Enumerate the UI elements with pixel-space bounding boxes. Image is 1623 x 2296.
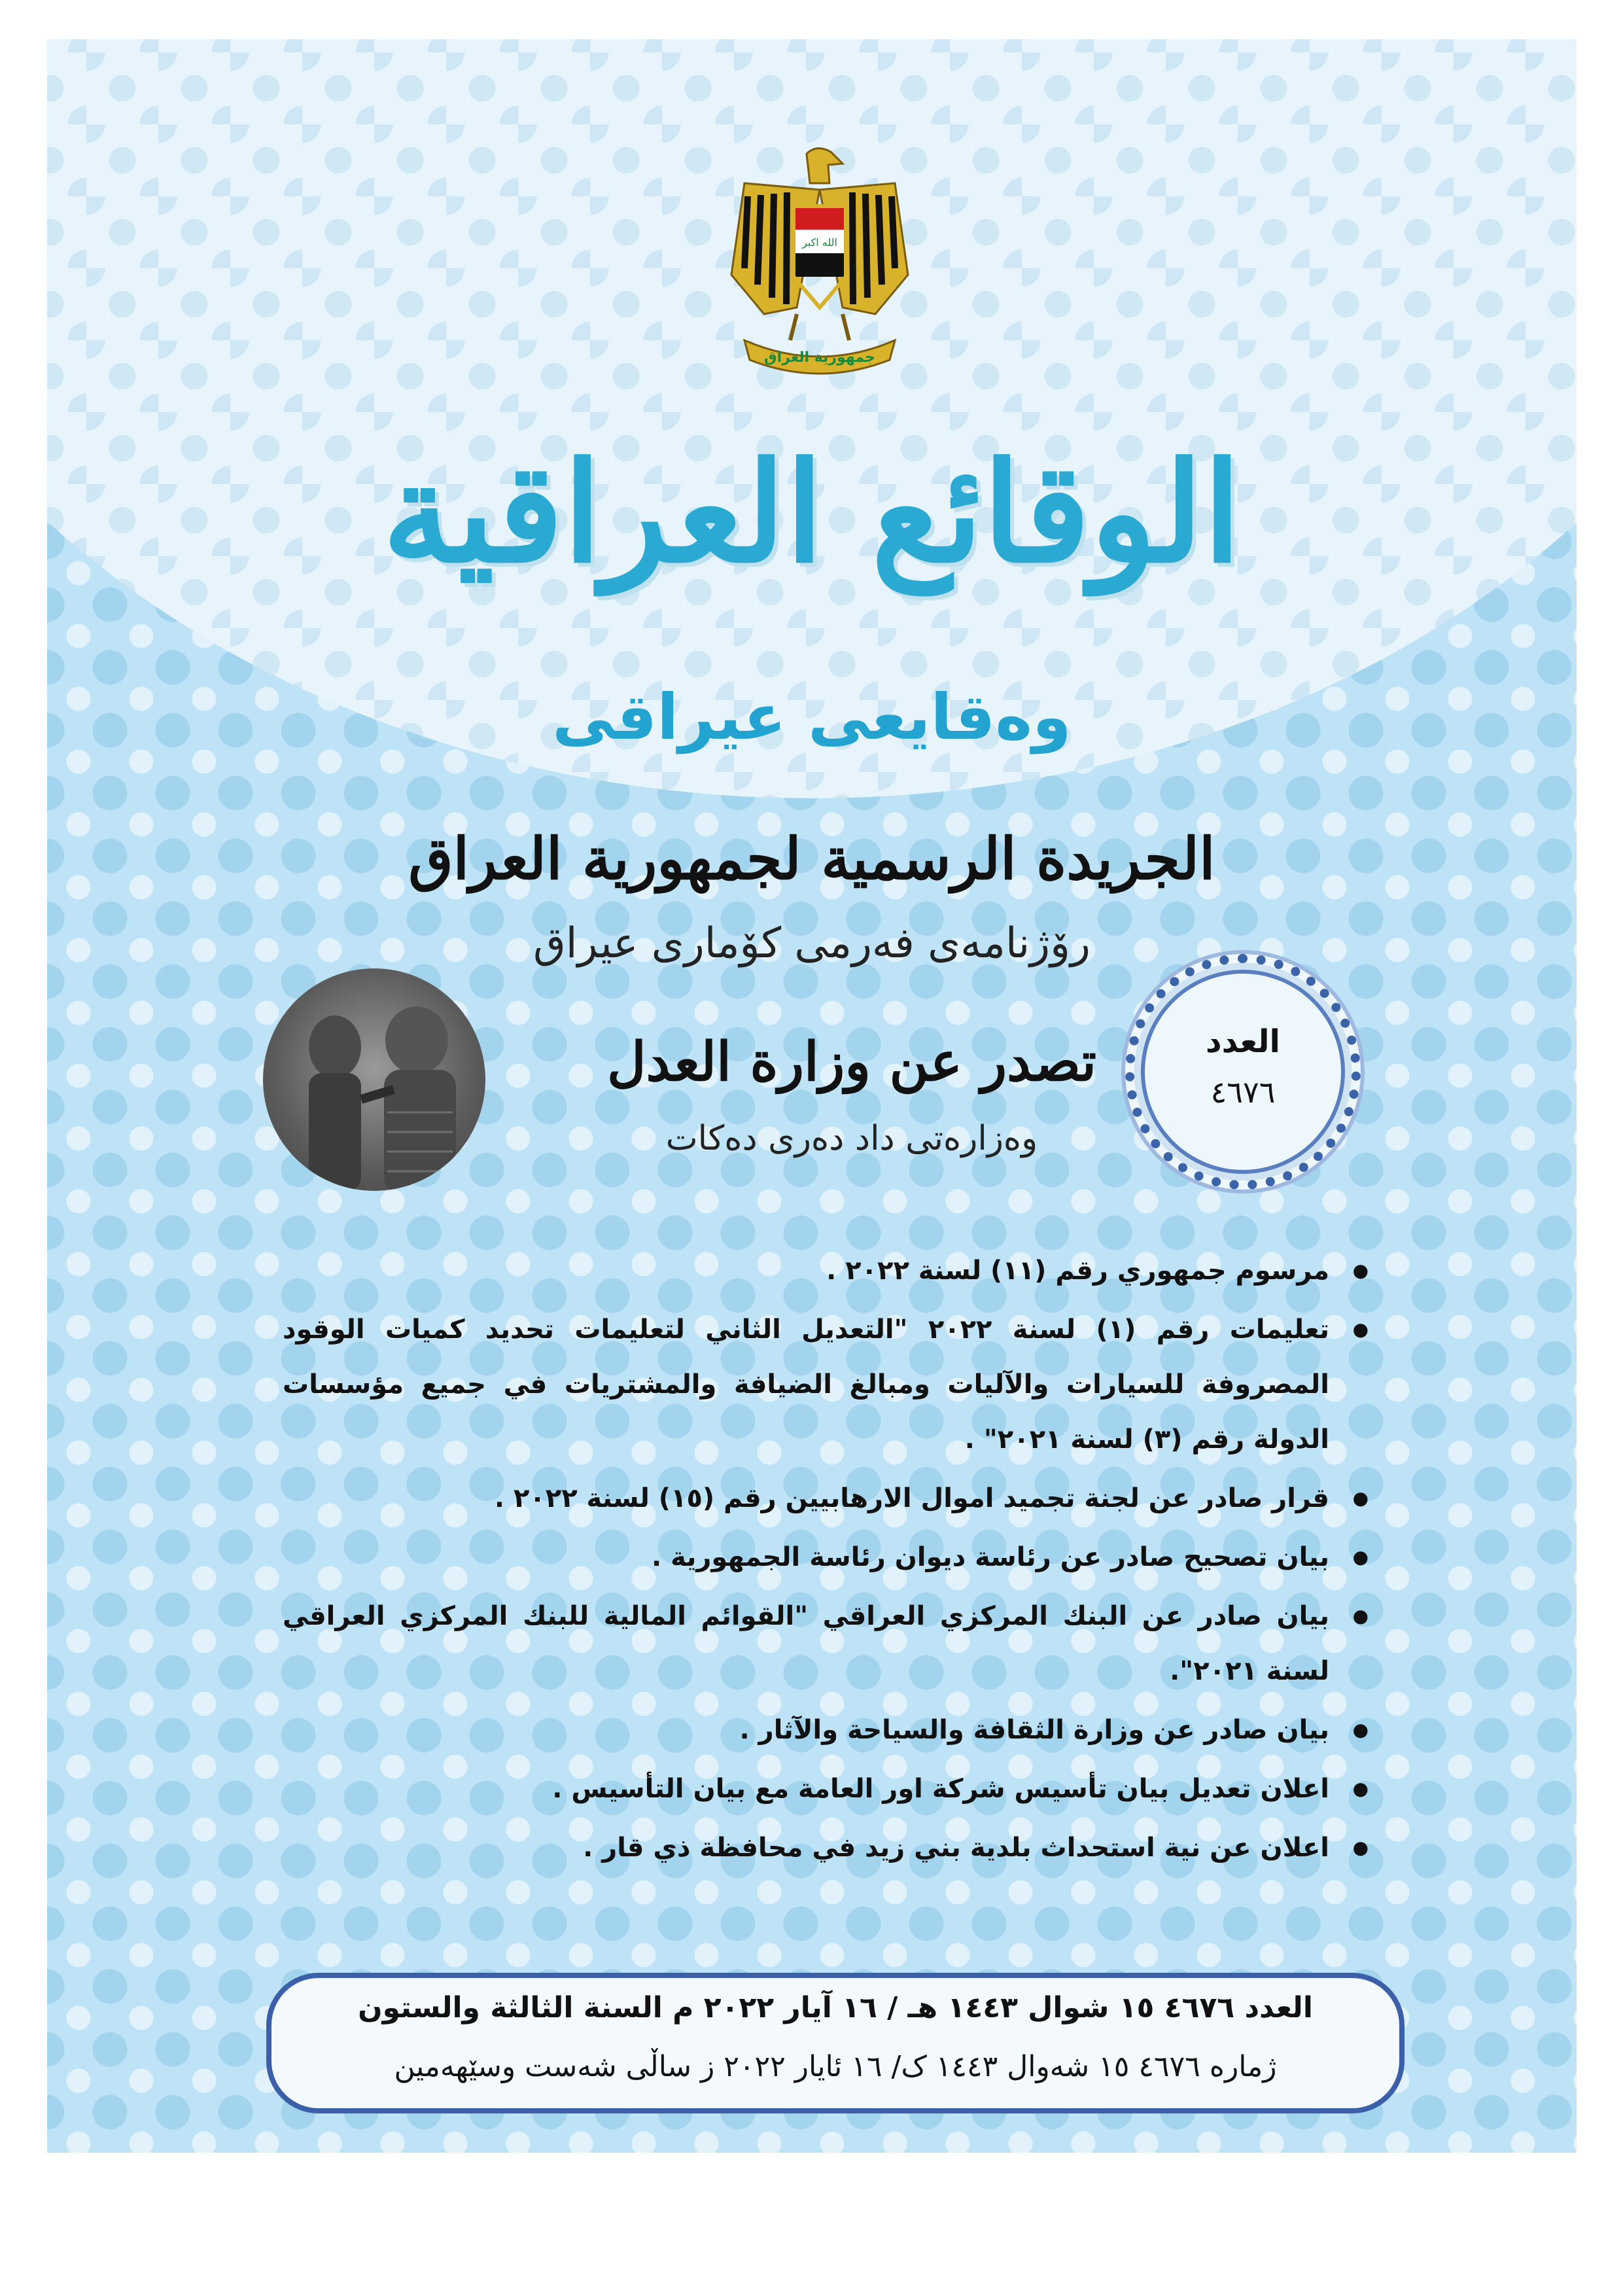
list-item: ● قرار صادر عن لجنة تجميد اموال الارهابيين رقم (١٥) لسنة ٢٠٢٢ . — [283, 1471, 1369, 1526]
list-item: ● بيان تصحيح صادر عن رئاسة ديوان رئاسة الجمهورية . — [283, 1530, 1369, 1585]
footer-arabic: العدد ٤٦٧٦ ١٥ شوال ١٤٤٣ هـ / ١٦ آيار ٢٠٢٢ م السنة الثالثة والستون — [358, 1991, 1313, 2024]
list-item: ● اعلان تعديل بيان تأسيس شركة اور العامة مع بيان التأسيس . — [283, 1761, 1369, 1816]
gazette-subtitle: الجريدة الرسمية لجمهورية العراق — [408, 824, 1215, 892]
emblem-motto: الله اكبر — [802, 236, 837, 249]
issue-number: ٤٦٧٦ — [1210, 1074, 1276, 1110]
list-item: ● اعلان عن نية استحداث بلدية بني زيد في محافظة ذي قار . — [283, 1820, 1369, 1875]
list-item: ● مرسوم جمهوري رقم (١١) لسنة ٢٠٢٢ . — [283, 1243, 1369, 1298]
list-item: ● بيان صادر عن وزارة الثقافة والسياحة والآثار . — [283, 1703, 1369, 1757]
iraq-coat-of-arms-icon — [718, 144, 921, 380]
contents-list — [283, 1243, 1369, 1879]
footer-kurdish: ژمارە ٤٦٧٦ ١٥ شەوال ١٤٤٣ ک/ ١٦ ئايار ٢٠٢٢ ز ساڵی شەست وسێهەمین — [394, 2050, 1277, 2083]
hammurabi-relief-image — [263, 968, 485, 1191]
masthead-title-kurdish: وەقایعی عیراقی — [552, 680, 1072, 754]
issue-footer — [266, 1973, 1405, 2113]
emblem-banner: جمهورية العراق — [764, 349, 875, 366]
publisher-line-kurdish: وەزارەتی داد دەری دەکات — [665, 1119, 1038, 1158]
list-item: ● بيان صادر عن البنك المركزي العراقي "القوائم المالية للبنك المركزي العراقي لسنة ٢٠٢١". — [283, 1589, 1369, 1699]
gazette-cover — [47, 39, 1577, 2153]
issue-number-seal — [1125, 954, 1361, 1190]
publisher-line: تصدر عن وزارة العدل — [606, 1031, 1097, 1093]
masthead-title: الوقائع العراقية — [382, 432, 1242, 593]
gazette-subtitle-kurdish: رۆژنامەی فەرمی کۆماری عیراق — [533, 919, 1091, 968]
issue-label: العدد — [1206, 1023, 1280, 1060]
list-item: ● تعليمات رقم (١) لسنة ٢٠٢٢ "التعديل الثاني لتعليمات تحديد كميات الوقود المصروفة للسيارات والآليات ومبالغ الضيافة والمشتريات في جميع مؤسسات الدولة رقم (٣) لسنة ٢٠٢١" . — [283, 1302, 1369, 1467]
